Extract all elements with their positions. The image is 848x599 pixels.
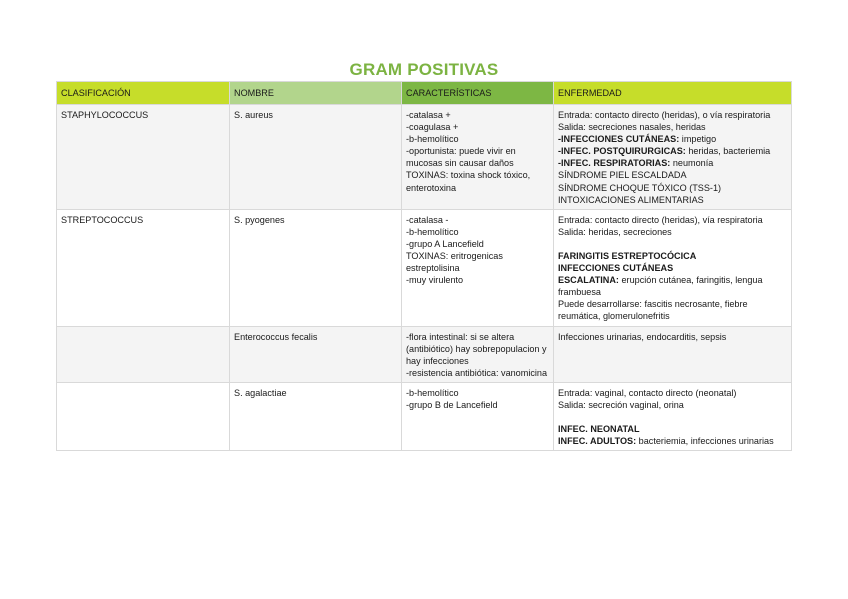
disease-line bbox=[558, 145, 787, 157]
table-row bbox=[57, 105, 792, 210]
disease-line-bold: ESCALATINA: bbox=[558, 275, 619, 286]
characteristic-line: -catalasa + bbox=[406, 110, 451, 120]
disease-line bbox=[558, 169, 787, 181]
characteristic-line: -flora intestinal: si se altera (antibiótico) hay sobrepopulacion y hay infecciones bbox=[406, 331, 547, 366]
disease-line bbox=[558, 182, 787, 194]
spacer bbox=[558, 411, 787, 423]
cell-nombre: S. pyogenes bbox=[230, 209, 402, 326]
characteristic-line: -b-hemolítico bbox=[406, 134, 459, 145]
cell-enfermedad bbox=[554, 326, 792, 382]
cell-caracteristicas bbox=[402, 209, 554, 326]
disease-line-text: SÍNDROME PIEL ESCALDADA bbox=[558, 170, 687, 181]
disease-line-text: erupción cutánea, faringitis, lengua frambuesa bbox=[558, 275, 763, 298]
characteristic-line: -grupo B de Lancefield bbox=[406, 399, 498, 410]
disease-line bbox=[558, 262, 787, 274]
disease-line-text: heridas, bacteriemia bbox=[685, 146, 771, 157]
cell-caracteristicas bbox=[402, 105, 554, 210]
characteristic-line: TOXINAS: toxina shock tóxico, enterotoxina bbox=[406, 170, 531, 193]
cell-clasificacion: STAPHYLOCOCCUS bbox=[57, 105, 230, 210]
table-row bbox=[57, 209, 792, 326]
disease-line-text: Entrada: contacto directo (heridas), o vía respiratoria bbox=[558, 110, 771, 120]
cell-enfermedad bbox=[554, 382, 792, 450]
disease-line-text: impetigo bbox=[679, 134, 717, 145]
table-body bbox=[57, 105, 792, 451]
disease-line bbox=[558, 214, 787, 226]
header-enfermedad: ENFERMEDAD bbox=[554, 82, 792, 105]
disease-line-bold: -INFEC. RESPIRATORIAS: bbox=[558, 158, 671, 169]
header-clasificacion: CLASIFICACIÓN bbox=[57, 82, 230, 105]
disease-line-text: INTOXICACIONES ALIMENTARIAS bbox=[558, 194, 704, 205]
disease-line-bold: INFEC. ADULTOS: bbox=[558, 436, 637, 447]
cell-enfermedad bbox=[554, 105, 792, 210]
spacer bbox=[558, 238, 787, 250]
header-caracteristicas: CARACTERÍSTICAS bbox=[402, 82, 554, 105]
page-title: GRAM POSITIVAS bbox=[349, 60, 499, 79]
characteristic-line: -coagulasa + bbox=[406, 122, 459, 133]
disease-line-text: Puede desarrollarse: fascitis necrosante, fiebre reumática, glomerulonefritis bbox=[558, 299, 748, 322]
characteristic-line: TOXINAS: eritrogenicas estreptolisina bbox=[406, 251, 503, 274]
characteristic-line: -oportunista: puede vivir en mucosas sin causar daños bbox=[406, 146, 516, 169]
cell-clasificacion: STREPTOCOCCUS bbox=[57, 209, 230, 326]
cell-nombre: S. agalactiae bbox=[230, 382, 402, 450]
cell-clasificacion bbox=[57, 326, 230, 382]
characteristic-line: -b-hemolítico bbox=[406, 226, 459, 237]
cell-clasificacion bbox=[57, 382, 230, 450]
gram-positive-table bbox=[56, 81, 792, 451]
disease-line bbox=[558, 121, 787, 133]
disease-line bbox=[558, 399, 787, 411]
disease-line-bold: INFEC. NEONATAL bbox=[558, 424, 640, 435]
characteristic-line: -muy virulento bbox=[406, 275, 464, 286]
disease-line bbox=[558, 157, 787, 169]
disease-line bbox=[558, 194, 787, 206]
disease-line bbox=[558, 387, 787, 399]
characteristic-line: -b-hemolítico bbox=[406, 387, 459, 398]
disease-line-text: neumonía bbox=[670, 158, 714, 169]
disease-line-text: Entrada: contacto directo (heridas), vía respiratoria bbox=[558, 214, 763, 225]
disease-line bbox=[558, 331, 787, 343]
disease-line-text: Salida: heridas, secreciones bbox=[558, 226, 672, 237]
header-nombre: NOMBRE bbox=[230, 82, 402, 105]
disease-line bbox=[558, 423, 787, 435]
disease-line bbox=[558, 133, 787, 145]
disease-line-text: Salida: secreciones nasales, heridas bbox=[558, 122, 706, 133]
disease-line bbox=[558, 226, 787, 238]
characteristic-line: -grupo A Lancefield bbox=[406, 238, 484, 249]
disease-line bbox=[558, 274, 787, 298]
header-row bbox=[57, 82, 792, 105]
cell-caracteristicas bbox=[402, 382, 554, 450]
disease-line-bold: FARINGITIS ESTREPTOCÓCICA bbox=[558, 250, 697, 261]
characteristic-line: -catalasa - bbox=[406, 214, 449, 225]
disease-line-text: Infecciones urinarias, endocarditis, sepsis bbox=[558, 331, 727, 342]
disease-line-bold: -INFECCIONES CUTÁNEAS: bbox=[558, 134, 680, 145]
cell-enfermedad bbox=[554, 209, 792, 326]
disease-line bbox=[558, 250, 787, 262]
disease-line-bold: -INFEC. POSTQUIRURGICAS: bbox=[558, 146, 686, 157]
disease-line bbox=[558, 109, 787, 121]
table-row bbox=[57, 326, 792, 382]
characteristic-line: -resistencia antibiótica: vanomicina bbox=[406, 367, 548, 378]
disease-line-text: Entrada: vaginal, contacto directo (neonatal) bbox=[558, 387, 737, 398]
cell-caracteristicas bbox=[402, 326, 554, 382]
disease-line-text: bacteriemia, infecciones urinarias bbox=[636, 436, 774, 447]
disease-line-text: SÍNDROME CHOQUE TÓXICO (TSS-1) bbox=[558, 182, 722, 193]
table-row bbox=[57, 382, 792, 450]
disease-line bbox=[558, 435, 787, 447]
disease-line-bold: INFECCIONES CUTÁNEAS bbox=[558, 263, 674, 274]
disease-line bbox=[558, 298, 787, 322]
disease-line-text: Salida: secreción vaginal, orina bbox=[558, 399, 684, 410]
cell-nombre: Enterococcus fecalis bbox=[230, 326, 402, 382]
cell-nombre: S. aureus bbox=[230, 105, 402, 210]
